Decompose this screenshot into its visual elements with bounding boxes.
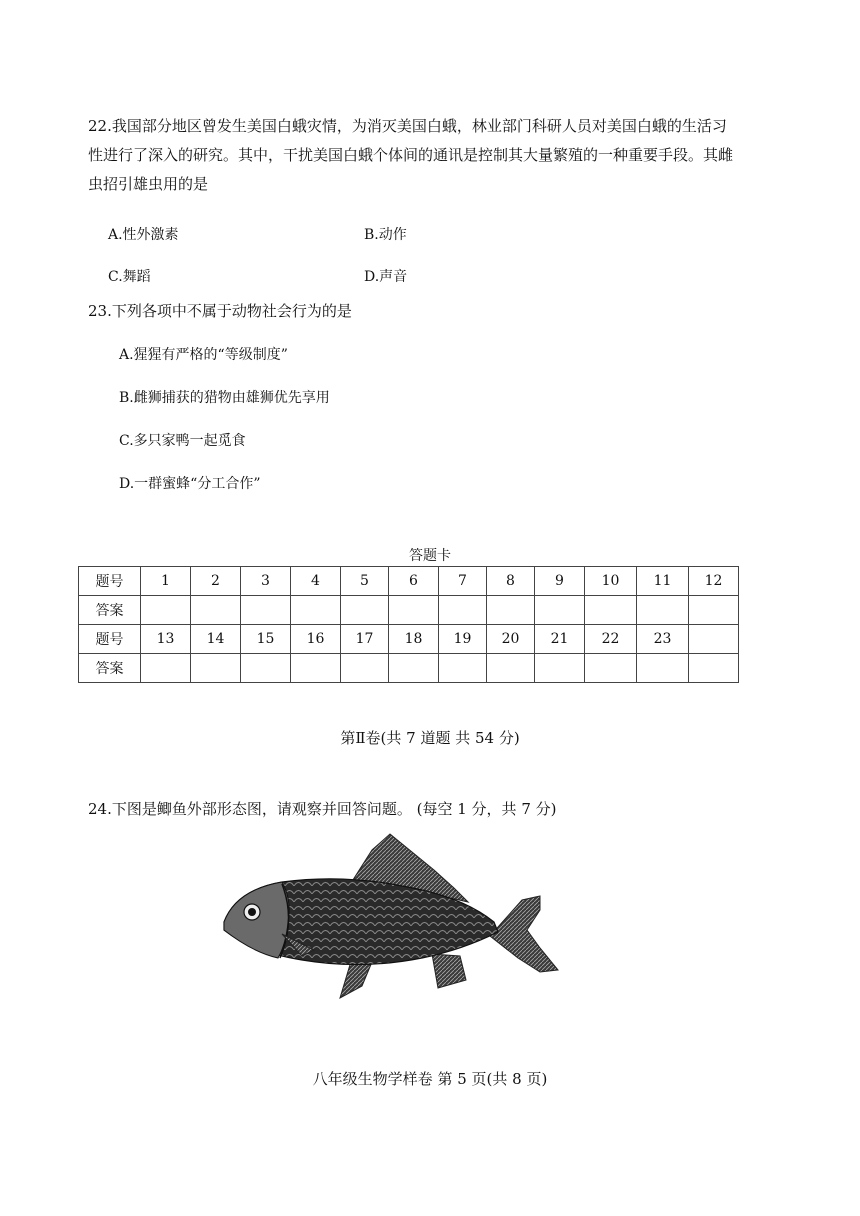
page-footer: 八年级生物学样卷 第 5 页(共 8 页) xyxy=(312,1070,548,1088)
answer-cell[interactable] xyxy=(585,654,637,683)
answer-cell[interactable] xyxy=(341,596,389,625)
question-number-cell: 5 xyxy=(341,567,389,596)
question-number-cell: 8 xyxy=(487,567,535,596)
answer-cell[interactable] xyxy=(585,596,637,625)
answer-cell[interactable] xyxy=(291,654,341,683)
question-number-cell: 21 xyxy=(535,625,585,654)
answer-cell[interactable] xyxy=(637,596,689,625)
anal-fin xyxy=(432,954,466,988)
question-number-cell: 3 xyxy=(241,567,291,596)
q23-option-c: C.多只家鸭一起觅食 xyxy=(119,433,246,449)
answer-cell[interactable] xyxy=(439,596,487,625)
answer-cell[interactable] xyxy=(191,596,241,625)
answer-cell[interactable] xyxy=(689,654,739,683)
answer-cell[interactable] xyxy=(389,596,439,625)
tail-fin xyxy=(490,896,558,972)
question-number-cell: 2 xyxy=(191,567,241,596)
answer-cell[interactable] xyxy=(291,596,341,625)
question-number-cell: 9 xyxy=(535,567,585,596)
question-number-cell: 17 xyxy=(341,625,389,654)
answer-cell[interactable] xyxy=(191,654,241,683)
answer-cell[interactable] xyxy=(241,596,291,625)
row-label-answer: 答案 xyxy=(79,596,141,625)
answer-cell[interactable] xyxy=(535,654,585,683)
answer-card-title: 答题卡 xyxy=(409,548,451,564)
question-22-line-3: 虫招引雄虫用的是 xyxy=(88,175,209,193)
question-number-cell: 20 xyxy=(487,625,535,654)
question-number-cell: 7 xyxy=(439,567,487,596)
q22-option-a: A.性外激素 xyxy=(108,227,179,243)
q22-option-c: C.舞蹈 xyxy=(108,269,151,285)
q22-option-b: B.动作 xyxy=(364,227,407,243)
question-number-cell: 6 xyxy=(389,567,439,596)
question-number-cell xyxy=(689,625,739,654)
answer-cell[interactable] xyxy=(487,654,535,683)
answer-cell[interactable] xyxy=(439,654,487,683)
table-row xyxy=(79,654,739,683)
row-label-answer: 答案 xyxy=(79,654,141,683)
answer-cell[interactable] xyxy=(487,596,535,625)
question-number-cell: 13 xyxy=(141,625,191,654)
answer-cell[interactable] xyxy=(535,596,585,625)
question-number-cell: 10 xyxy=(585,567,637,596)
answer-cell[interactable] xyxy=(141,654,191,683)
answer-cell[interactable] xyxy=(241,654,291,683)
crucian-carp-illustration xyxy=(222,830,567,1030)
section-2-header: 第Ⅱ卷(共 7 道题 共 54 分) xyxy=(340,729,520,747)
question-number-cell: 22 xyxy=(585,625,637,654)
answer-card-table xyxy=(78,566,739,683)
question-22 xyxy=(88,112,788,199)
question-number-cell: 1 xyxy=(141,567,191,596)
question-number-cell: 14 xyxy=(191,625,241,654)
question-number-cell: 15 xyxy=(241,625,291,654)
table-row xyxy=(79,596,739,625)
answer-cell[interactable] xyxy=(389,654,439,683)
q23-option-a: A.猩猩有严格的“等级制度” xyxy=(119,347,288,363)
question-number-cell: 12 xyxy=(689,567,739,596)
question-23-stem: 23.下列各项中不属于动物社会行为的是 xyxy=(88,302,352,320)
question-24-stem: 24.下图是鲫鱼外部形态图，请观察并回答问题。 (每空 1 分，共 7 分) xyxy=(88,800,557,818)
question-number-cell: 19 xyxy=(439,625,487,654)
answer-cell[interactable] xyxy=(637,654,689,683)
answer-cell[interactable] xyxy=(141,596,191,625)
row-label-number: 题号 xyxy=(79,567,141,596)
fish-head xyxy=(224,882,289,958)
q23-option-d: D.一群蜜蜂“分工合作” xyxy=(119,476,261,492)
question-number-cell: 18 xyxy=(389,625,439,654)
fish-drawing xyxy=(222,830,567,1030)
table-row xyxy=(79,625,739,654)
table-row xyxy=(79,567,739,596)
question-number-cell: 4 xyxy=(291,567,341,596)
question-number-cell: 11 xyxy=(637,567,689,596)
question-22-line-1: 22.我国部分地区曾发生美国白蛾灾情，为消灭美国白蛾，林业部门科研人员对美国白蛾的生活习 xyxy=(88,117,727,135)
q22-option-d: D.声音 xyxy=(364,269,408,285)
row-label-number: 题号 xyxy=(79,625,141,654)
answer-cell[interactable] xyxy=(689,596,739,625)
answer-cell[interactable] xyxy=(341,654,389,683)
question-number-cell: 23 xyxy=(637,625,689,654)
question-number-cell: 16 xyxy=(291,625,341,654)
question-22-line-2: 性进行了深入的研究。其中，干扰美国白蛾个体间的通讯是控制其大量繁殖的一种重要手段。其雌 xyxy=(88,146,734,164)
q23-option-b: B.雌狮捕获的猎物由雄狮优先享用 xyxy=(119,390,330,406)
